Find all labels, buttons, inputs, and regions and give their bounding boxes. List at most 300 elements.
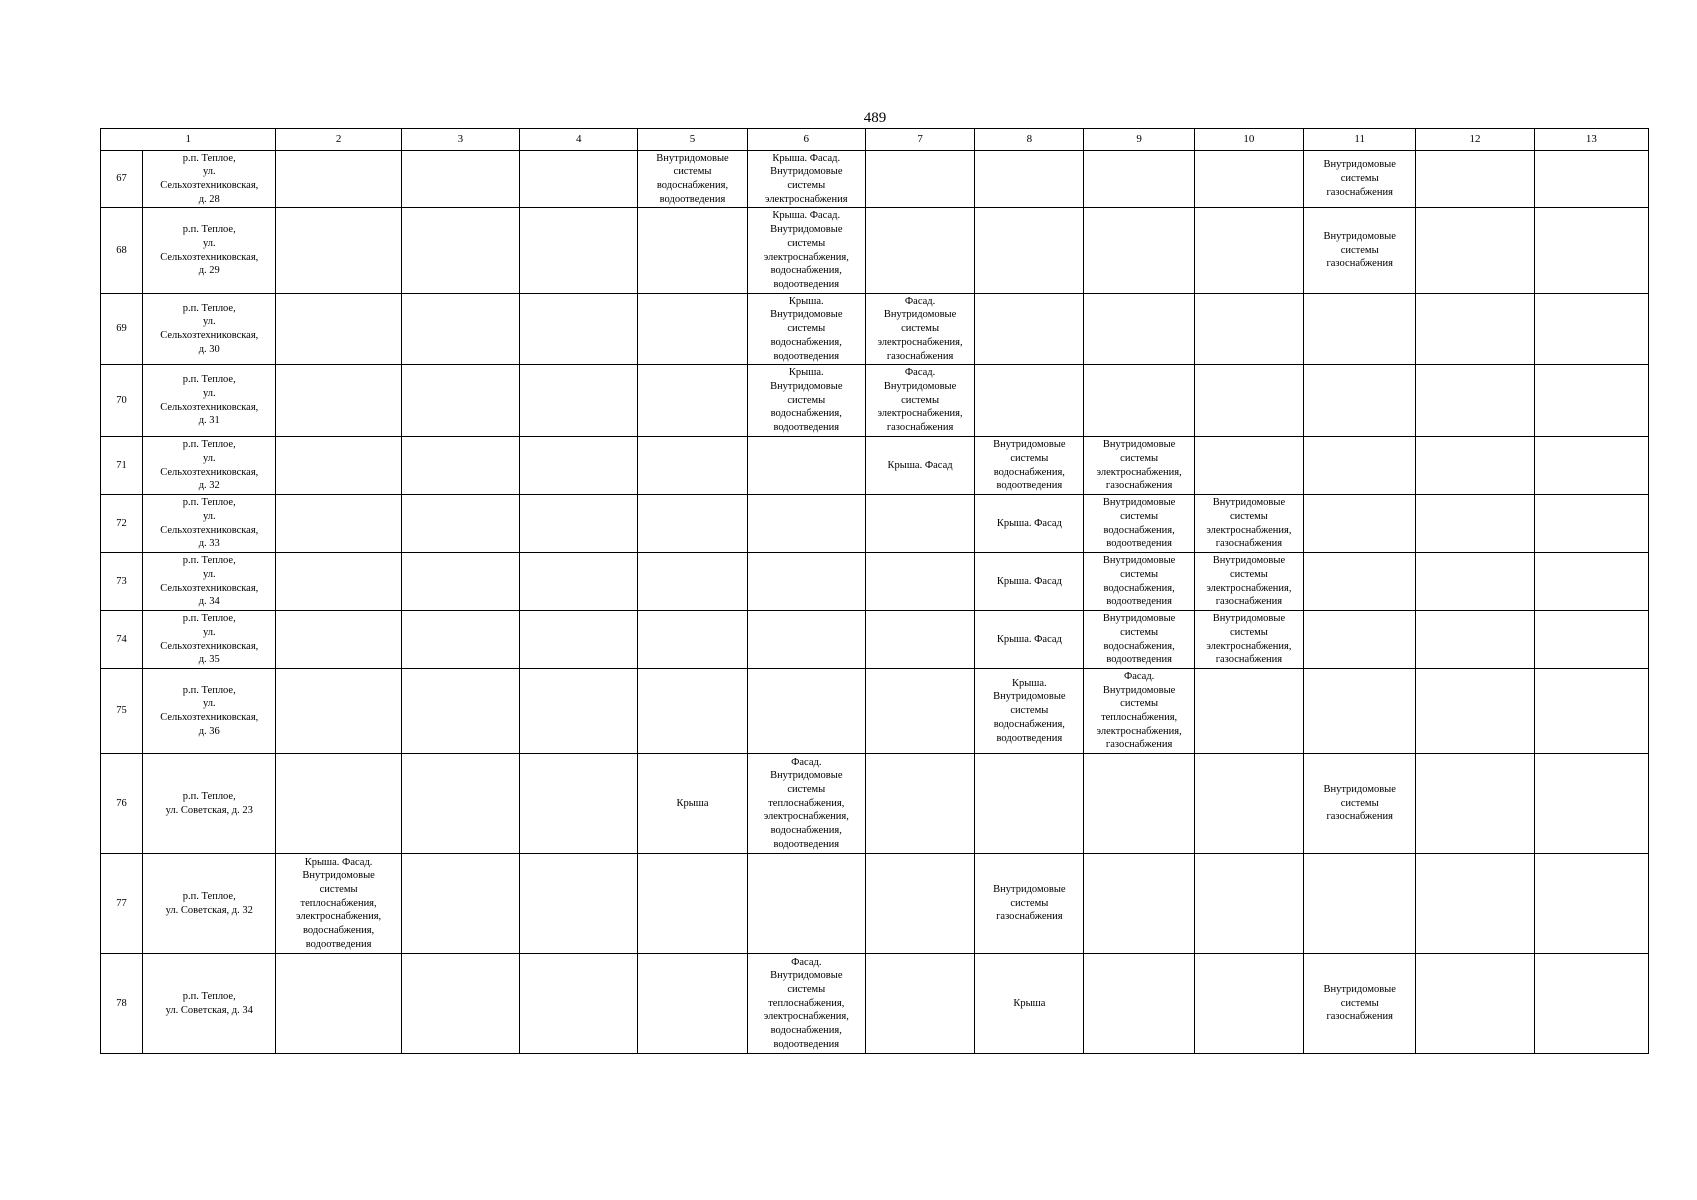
cell-line: электроснабжения, [1206, 640, 1292, 652]
cell-line: водоотведения [1106, 538, 1172, 550]
cell-line: теплоснабжения, [1101, 712, 1178, 723]
cell-line: водоснабжения, [770, 336, 842, 348]
work-cell [520, 437, 638, 495]
work-cell [1416, 669, 1534, 754]
cell-line: теплоснабжения, [768, 997, 845, 1009]
work-cell [747, 208, 865, 294]
cell-line: д. 29 [198, 265, 220, 277]
cell-line: электроснабжения, [296, 911, 382, 923]
cell-line: Фасад. [904, 295, 936, 307]
cell-line: теплоснабжения, [300, 897, 377, 909]
cell-line: водоснабжения, [993, 466, 1065, 478]
page-number: 489 [863, 110, 887, 126]
work-cell [1084, 151, 1194, 208]
work-cell [520, 495, 638, 553]
cell-line: Крыша. [1012, 677, 1047, 689]
address-cell [143, 208, 276, 294]
cell-line: водоснабжения, [770, 1025, 842, 1037]
table-row [101, 954, 1649, 1054]
work-cell [276, 495, 401, 553]
work-cell [1304, 437, 1416, 495]
cell-line: Крыша. Фасад. [772, 152, 841, 164]
work-cell [1534, 437, 1648, 495]
work-cell [401, 669, 519, 754]
work-cell [638, 553, 747, 611]
cell-line: системы [1229, 568, 1268, 580]
work-cell [1304, 854, 1416, 954]
cell-line: водоснабжения, [1103, 524, 1175, 536]
cell-line: газоснабжения [886, 422, 954, 434]
cell-line: д. 35 [198, 654, 220, 666]
cell-line: системы [1340, 797, 1379, 809]
cell-line: газоснабжения [1215, 654, 1283, 666]
column-header: 12 [1416, 129, 1534, 151]
work-cell [975, 151, 1084, 208]
work-cell [975, 437, 1084, 495]
work-cell [276, 151, 401, 208]
cell-line: электроснабжения [765, 193, 848, 205]
work-cell [1084, 365, 1194, 437]
row-number: 78 [101, 954, 143, 1054]
cell-line: Внутридомовые [1102, 613, 1176, 625]
work-cell [1416, 553, 1534, 611]
work-cell [975, 294, 1084, 365]
cell-line: Внутридомовые [1102, 684, 1176, 696]
cell-line: д. 28 [198, 193, 220, 205]
work-cell [1534, 854, 1648, 954]
cell-line: ул. [202, 510, 216, 522]
row-number: 71 [101, 437, 143, 495]
work-cell [1534, 294, 1648, 365]
column-number-row [101, 129, 1649, 151]
work-cell [865, 553, 974, 611]
cell-line: газоснабжения [1105, 739, 1173, 751]
cell-line: электроснабжения, [763, 1011, 849, 1023]
cell-line: системы [787, 237, 826, 249]
work-cell [1534, 669, 1648, 754]
work-cell [638, 365, 747, 437]
row-number: 74 [101, 611, 143, 669]
cell-line: Внутридомовые [656, 152, 729, 164]
cell-line: Внутридомовые [1323, 159, 1396, 171]
column-header: 2 [276, 129, 401, 151]
cell-line: Крыша [676, 797, 709, 809]
cell-line: Внутридомовые [770, 224, 843, 236]
cell-line: водоотведения [659, 193, 726, 205]
column-header: 9 [1084, 129, 1194, 151]
work-cell [1534, 208, 1648, 294]
cell-line: Крыша. Фасад [887, 459, 953, 471]
work-cell [1084, 553, 1194, 611]
cell-line: электроснабжения, [1206, 524, 1292, 536]
column-header: 4 [520, 129, 638, 151]
work-cell [1194, 437, 1303, 495]
work-cell [1416, 437, 1534, 495]
work-cell [401, 365, 519, 437]
cell-line: водоснабжения, [1103, 582, 1175, 594]
work-cell [401, 553, 519, 611]
work-cell [975, 365, 1084, 437]
cell-line: Крыша. Фасад [996, 575, 1062, 587]
cell-line: Внутридомовые [1102, 439, 1176, 451]
cell-line: ул. [202, 698, 216, 710]
work-cell [1084, 854, 1194, 954]
work-cell [747, 294, 865, 365]
table-row [101, 294, 1649, 365]
cell-line: водоотведения [1106, 596, 1172, 608]
cell-line: Крыша. Фасад. [772, 210, 841, 222]
cell-line: водоотведения [996, 732, 1063, 744]
cell-line: Внутридомовые [770, 380, 843, 392]
work-cell [520, 294, 638, 365]
work-cell [276, 954, 401, 1054]
cell-line: газоснабжения [1215, 538, 1283, 550]
work-cell [747, 854, 865, 954]
work-cell [401, 854, 519, 954]
cell-line: Внутридомовые [1102, 497, 1176, 509]
cell-line: водоснабжения, [770, 408, 842, 420]
row-number: 75 [101, 669, 143, 754]
work-cell [747, 151, 865, 208]
cell-line: Крыша [1013, 997, 1046, 1009]
work-cell [865, 954, 974, 1054]
cell-line: д. 31 [198, 415, 220, 427]
cell-line: электроснабжения, [763, 251, 849, 263]
work-cell [638, 151, 747, 208]
cell-line: р.п. Теплое, [182, 374, 236, 386]
work-cell [1534, 611, 1648, 669]
work-cell [1194, 208, 1303, 294]
cell-line: системы [787, 394, 826, 406]
work-cell [520, 854, 638, 954]
table-row [101, 553, 1649, 611]
cell-line: системы [1229, 626, 1268, 638]
cell-line: р.п. Теплое, [182, 790, 236, 802]
cell-line: системы [901, 323, 939, 335]
cell-line: газоснабжения [1326, 811, 1393, 823]
cell-line: газоснабжения [1105, 480, 1173, 492]
work-cell [1304, 954, 1416, 1054]
cell-line: д. 34 [198, 596, 220, 608]
table-row [101, 151, 1649, 208]
work-cell [520, 553, 638, 611]
column-header: 10 [1194, 129, 1303, 151]
cell-line: Сельхозтехниковская, [160, 180, 259, 191]
work-cell [865, 208, 974, 294]
work-cell [1534, 365, 1648, 437]
cell-line: р.п. Теплое, [182, 439, 236, 451]
work-cell [1194, 365, 1303, 437]
work-cell [1194, 294, 1303, 365]
cell-line: водоснабжения, [656, 180, 729, 191]
cell-line: Внутридомовые [1323, 983, 1396, 995]
work-cell [1084, 669, 1194, 754]
column-header: 6 [747, 129, 865, 151]
cell-line: системы [901, 394, 939, 406]
cell-line: Внутридомовые [1212, 555, 1286, 567]
work-cell [747, 754, 865, 854]
work-cell [638, 437, 747, 495]
column-header: 5 [638, 129, 747, 151]
cell-line: ул. [202, 568, 216, 580]
cell-line: Внутридомовые [770, 970, 843, 982]
table-row [101, 754, 1649, 854]
work-cell [401, 954, 519, 1054]
work-cell [1416, 208, 1534, 294]
cell-line: Внутридомовые [770, 166, 843, 178]
work-cell [747, 437, 865, 495]
work-cell [1194, 954, 1303, 1054]
cell-line: системы [1340, 244, 1379, 256]
work-cell [638, 294, 747, 365]
cell-line: Фасад. [1123, 670, 1155, 682]
cell-line: системы [787, 783, 826, 795]
work-cell [401, 437, 519, 495]
work-cell [276, 611, 401, 669]
cell-line: ул. [202, 626, 216, 638]
cell-line: ул. Советская, д. 34 [165, 1004, 253, 1016]
cell-line: ул. Советская, д. 23 [165, 804, 253, 816]
work-cell [1304, 495, 1416, 553]
address-cell [143, 611, 276, 669]
work-cell [865, 495, 974, 553]
cell-line: ул. [202, 452, 216, 464]
cell-line: водоснабжения, [993, 718, 1065, 730]
row-number: 73 [101, 553, 143, 611]
work-cell [1416, 954, 1534, 1054]
work-cell [1194, 151, 1303, 208]
cell-line: газоснабжения [996, 911, 1063, 923]
work-cell [1304, 294, 1416, 365]
cell-line: Фасад. [904, 367, 936, 379]
work-cell [401, 294, 519, 365]
cell-line: системы [1120, 626, 1159, 638]
cell-line: р.п. Теплое, [182, 684, 236, 696]
address-cell [143, 754, 276, 854]
cell-line: системы [1340, 997, 1379, 1009]
work-cell [1416, 495, 1534, 553]
work-cell [1416, 294, 1534, 365]
work-cell [638, 954, 747, 1054]
cell-line: Фасад. [791, 956, 822, 968]
work-cell [865, 611, 974, 669]
cell-line: Сельхозтехниковская, [160, 251, 259, 263]
cell-line: системы [1010, 705, 1049, 717]
work-cell [865, 365, 974, 437]
cell-line: Крыша. Фасад [996, 517, 1062, 529]
work-cell [401, 151, 519, 208]
table-row [101, 437, 1649, 495]
work-cell [638, 611, 747, 669]
work-cell [975, 754, 1084, 854]
cell-line: Сельхозтехниковская, [160, 524, 259, 536]
cell-line: Внутридомовые [1102, 555, 1176, 567]
row-number: 68 [101, 208, 143, 294]
work-cell [401, 208, 519, 294]
work-cell [520, 754, 638, 854]
work-cell [865, 854, 974, 954]
work-cell [1084, 754, 1194, 854]
work-cell [1416, 365, 1534, 437]
work-cell [865, 437, 974, 495]
cell-line: системы [1120, 698, 1159, 710]
work-cell [1084, 954, 1194, 1054]
cell-line: электроснабжения, [877, 408, 963, 420]
cell-line: теплоснабжения, [768, 797, 845, 809]
cell-line: водоснабжения, [770, 265, 842, 277]
cell-line: р.п. Теплое, [182, 555, 236, 567]
cell-line: водоотведения [773, 350, 840, 362]
work-cell [1304, 669, 1416, 754]
work-cell [975, 669, 1084, 754]
cell-line: электроснабжения, [1096, 466, 1182, 478]
cell-line: электроснабжения, [1096, 725, 1182, 737]
column-header: 3 [401, 129, 519, 151]
work-cell [1534, 553, 1648, 611]
cell-line: системы [1010, 452, 1049, 464]
cell-line: ул. [202, 316, 216, 328]
cell-line: Внутридомовые [993, 439, 1066, 451]
cell-line: Сельхозтехниковская, [160, 640, 259, 652]
work-cell [975, 553, 1084, 611]
work-cell [1194, 611, 1303, 669]
cell-line: системы [1120, 510, 1159, 522]
cell-line: ул. Советская, д. 32 [165, 904, 253, 916]
work-cell [520, 669, 638, 754]
cell-line: водоотведения [773, 278, 840, 290]
work-cell [401, 754, 519, 854]
work-cell [276, 437, 401, 495]
work-cell [975, 495, 1084, 553]
work-cell [638, 754, 747, 854]
row-number: 70 [101, 365, 143, 437]
cell-line: Сельхозтехниковская, [160, 401, 259, 413]
work-cell [276, 754, 401, 854]
cell-line: р.п. Теплое, [182, 152, 236, 164]
work-cell [1194, 669, 1303, 754]
cell-line: системы [787, 323, 826, 335]
table-row [101, 208, 1649, 294]
work-cell [276, 208, 401, 294]
address-cell [143, 294, 276, 365]
address-cell [143, 437, 276, 495]
row-number: 69 [101, 294, 143, 365]
cell-line: водоснабжения, [770, 825, 842, 837]
address-cell [143, 954, 276, 1054]
cell-line: системы [1229, 510, 1268, 522]
table-row [101, 495, 1649, 553]
work-cell [1416, 854, 1534, 954]
table-row [101, 669, 1649, 754]
column-header: 13 [1534, 129, 1648, 151]
work-cell [1084, 437, 1194, 495]
cell-line: Крыша. [788, 295, 824, 307]
work-cell [520, 954, 638, 1054]
work-cell [975, 208, 1084, 294]
cell-line: Внутридомовые [993, 883, 1066, 895]
cell-line: д. 33 [198, 538, 220, 550]
work-cell [520, 208, 638, 294]
row-number: 77 [101, 854, 143, 954]
column-header: 7 [865, 129, 974, 151]
cell-line: д. 32 [198, 480, 220, 492]
cell-line: газоснабжения [1326, 186, 1393, 198]
cell-line: р.п. Теплое, [182, 302, 236, 314]
row-number: 76 [101, 754, 143, 854]
row-number: 72 [101, 495, 143, 553]
cell-line: д. 30 [198, 343, 220, 355]
work-cell [747, 954, 865, 1054]
cell-line: Фасад. [791, 756, 822, 768]
table-body [101, 151, 1649, 1054]
work-cell [1304, 553, 1416, 611]
cell-line: р.п. Теплое, [182, 990, 236, 1002]
work-cell [638, 669, 747, 754]
cell-line: Внутридомовые [1212, 497, 1286, 509]
cell-line: водоотведения [1106, 654, 1172, 666]
work-cell [747, 669, 865, 754]
work-cell [975, 854, 1084, 954]
work-cell [1084, 208, 1194, 294]
cell-line: ул. [202, 237, 216, 249]
cell-line: Сельхозтехниковская, [160, 466, 259, 478]
work-cell [865, 754, 974, 854]
cell-line: Крыша. Фасад [996, 633, 1062, 645]
cell-line: системы [673, 166, 712, 178]
work-cell [401, 611, 519, 669]
work-cell [1534, 495, 1648, 553]
cell-line: системы [319, 883, 358, 895]
address-cell [143, 151, 276, 208]
work-cell [1304, 365, 1416, 437]
work-cell [865, 294, 974, 365]
address-cell [143, 495, 276, 553]
table-row [101, 611, 1649, 669]
work-cell [1304, 754, 1416, 854]
work-cell [1304, 208, 1416, 294]
work-cell [975, 611, 1084, 669]
work-cell [1194, 553, 1303, 611]
cell-line: Внутридомовые [883, 309, 957, 321]
work-cell [865, 669, 974, 754]
address-cell [143, 365, 276, 437]
work-cell [1194, 854, 1303, 954]
cell-line: Внутридомовые [770, 770, 843, 782]
row-number: 67 [101, 151, 143, 208]
cell-line: газоснабжения [1326, 258, 1393, 270]
cell-line: электроснабжения, [877, 336, 963, 348]
repair-schedule-table [100, 128, 1649, 1054]
table-row [101, 365, 1649, 437]
cell-line: ул. [202, 387, 216, 399]
cell-line: газоснабжения [1215, 596, 1283, 608]
cell-line: водоснабжения, [1103, 640, 1175, 652]
column-header: 1 [101, 129, 276, 151]
cell-line: водоотведения [773, 1038, 840, 1050]
cell-line: Крыша. [788, 367, 824, 379]
cell-line: Сельхозтехниковская, [160, 712, 259, 723]
cell-line: системы [787, 983, 826, 995]
cell-line: Сельхозтехниковская, [160, 582, 259, 594]
cell-line: ул. [202, 166, 216, 178]
work-cell [1084, 294, 1194, 365]
work-cell [747, 611, 865, 669]
cell-line: водоотведения [773, 838, 840, 850]
cell-line: системы [1010, 897, 1049, 909]
cell-line: водоотведения [996, 480, 1063, 492]
work-cell [1304, 611, 1416, 669]
cell-line: электроснабжения, [763, 811, 849, 823]
